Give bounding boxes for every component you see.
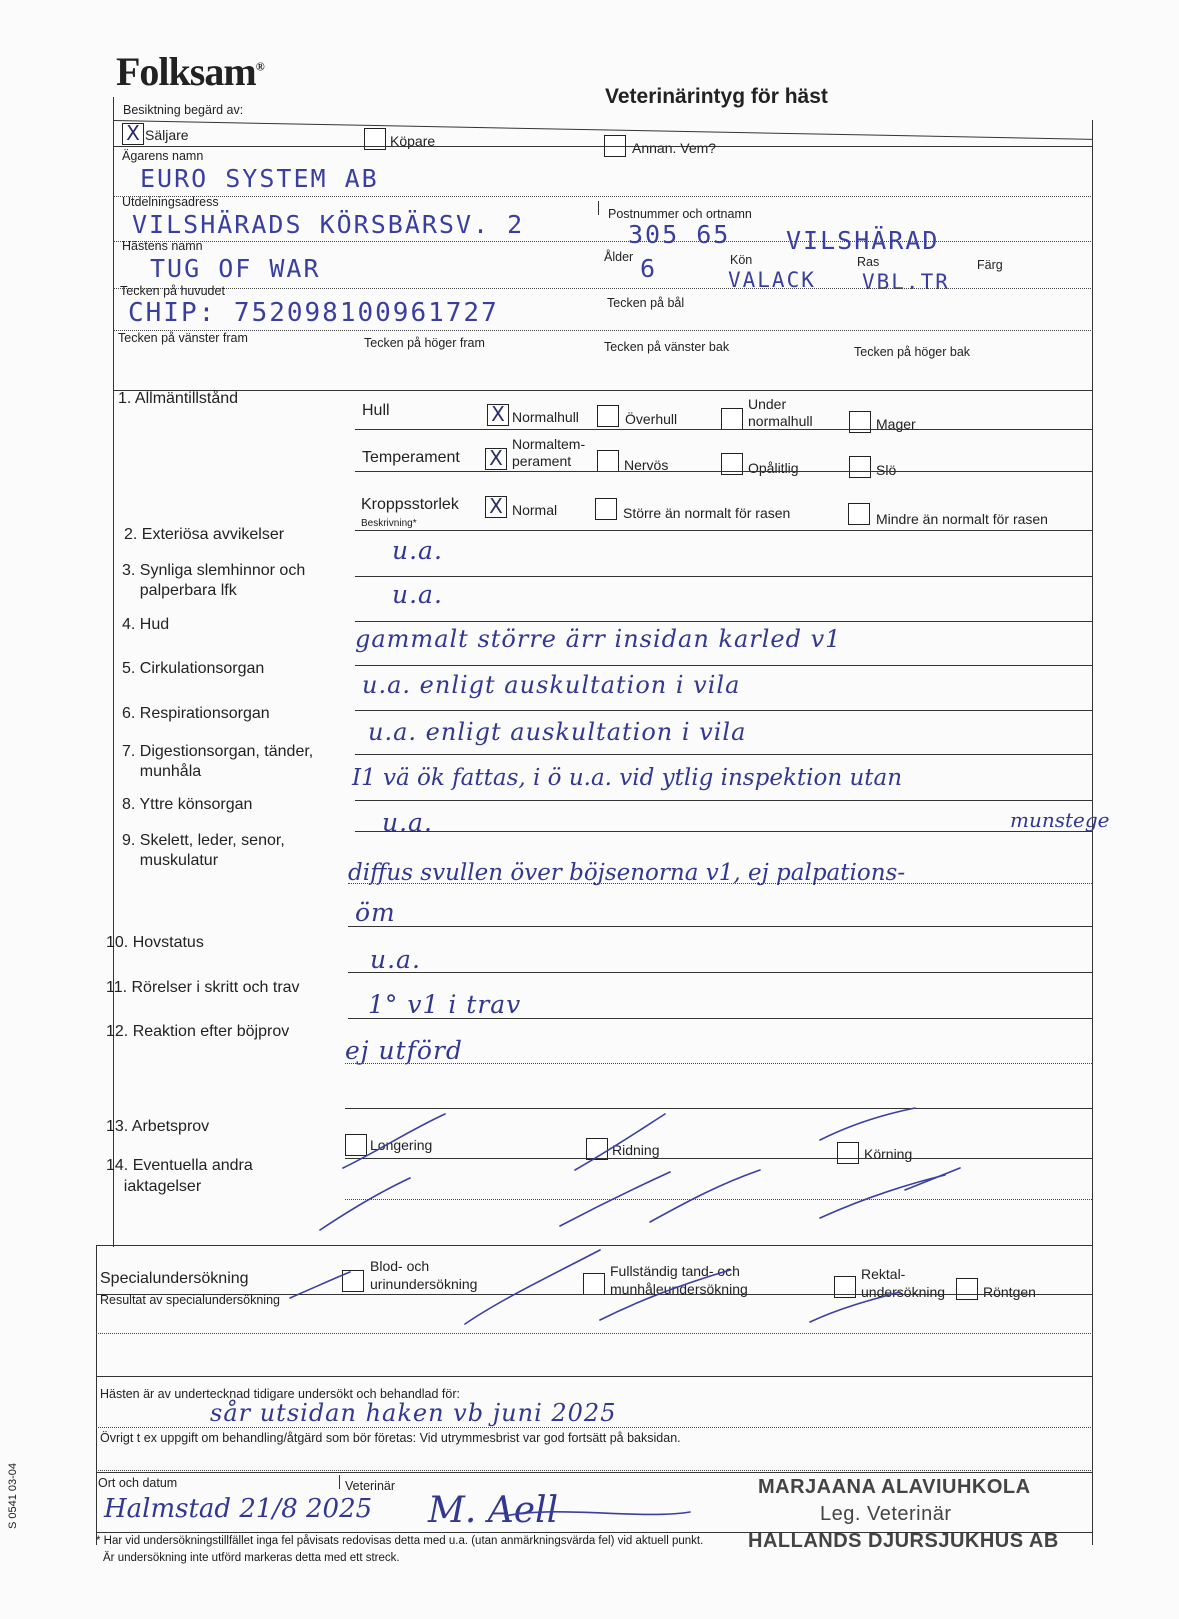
section-14-label: 14. Eventuella andra iaktagelser: [106, 1157, 253, 1195]
section-12-value: ej utförd: [345, 1036, 463, 1065]
hull-under-label: Under normalhull: [748, 396, 813, 429]
section-2-value: u.a.: [392, 536, 443, 565]
horse-name-label: Hästens namn: [122, 239, 203, 253]
section-10-value: u.a.: [370, 945, 421, 974]
lunge-label: Longering: [370, 1137, 433, 1153]
city-value: VILSHÄRAD: [786, 226, 940, 255]
section-8-label: 8. Yttre könsorgan: [122, 796, 253, 813]
age-value: 6: [640, 254, 658, 283]
address-label: Utdelningsadress: [122, 195, 219, 209]
hull-label: Hull: [362, 402, 390, 419]
teeth-label: Fullständig tand- och munhåleundersökning: [610, 1263, 748, 1297]
color-label: Färg: [977, 258, 1003, 272]
form-title: Veterinärintyg för häst: [605, 85, 828, 108]
buyer-label: Köpare: [390, 133, 436, 149]
hull-over-label: Överhull: [625, 411, 678, 427]
section-2-label: 2. Exteriösa avvikelser: [124, 526, 285, 543]
head-marks-label: Tecken på huvudet: [120, 284, 225, 298]
other-label: Annan. Vem?: [632, 140, 717, 156]
breed-value: VBL.TR: [862, 270, 950, 294]
sex-value: VALACK: [728, 268, 816, 292]
section-5-value: u.a. enligt auskultation i vila: [362, 671, 741, 699]
section-11-value: 1° v1 i trav: [368, 990, 522, 1019]
postal-code: 305 65: [628, 220, 731, 249]
stamp-name: MARJAANA ALAVIUHKOLA: [758, 1476, 1031, 1498]
seller-label: Säljare: [145, 127, 189, 143]
right-hind-label: Tecken på höger bak: [854, 345, 971, 359]
section-5-label: 5. Cirkulationsorgan: [122, 660, 265, 677]
special-result-label: Resultat av specialundersökning: [100, 1293, 280, 1307]
breed-label: Ras: [857, 255, 880, 269]
history-value: sår utsidan haken vb juni 2025: [210, 1399, 617, 1427]
xray-label: Röntgen: [983, 1284, 1036, 1300]
address-value: VILSHÄRADS KÖRSBÄRSV. 2: [132, 210, 525, 239]
temp-unreliable-label: Opålitlig: [748, 460, 799, 476]
hull-normal-checkbox[interactable]: X: [487, 404, 509, 426]
hull-normal-label: Normalhull: [512, 409, 579, 425]
section-3-value: u.a.: [392, 580, 443, 609]
left-hind-label: Tecken på vänster bak: [604, 340, 730, 354]
section-6-value: u.a. enligt auskultation i vila: [368, 718, 747, 746]
section-13-label: 13. Arbetsprov: [106, 1118, 210, 1135]
owner-label: Ägarens namn: [122, 149, 204, 163]
section-7-value-cont: munstege: [1010, 808, 1110, 832]
form-code: S 0541 03-04: [7, 1462, 20, 1530]
section-12-label: 12. Reaktion efter böjprov: [106, 1023, 290, 1040]
section-7-value: I1 vä ök fattas, i ö u.a. vid ytlig inspektion utan: [352, 765, 903, 791]
temp-normal-checkbox[interactable]: X: [485, 448, 507, 470]
section-8-value: u.a.: [382, 808, 433, 837]
section-7-label: 7. Digestionsorgan, tänder, munhåla: [122, 743, 314, 780]
size-normal-label: Normal: [512, 502, 558, 518]
section-9-value-cont: öm: [355, 898, 396, 927]
history-label: Hästen är av undertecknad tidigare undersökt och behandlad för:: [100, 1387, 460, 1401]
section-3-label: 3. Synliga slemhinnor och palperbara lfk: [122, 562, 306, 599]
section-1-label: 1. Allmäntillstånd: [118, 390, 239, 407]
section-9-value: diffus svullen över böjsenorna v1, ej palpations-: [348, 860, 906, 886]
rectal-label: Rektal- undersökning: [861, 1266, 946, 1300]
head-marks-value: CHIP: 752098100961727: [128, 298, 499, 328]
temp-normal-label: Normaltem- perament: [512, 436, 586, 469]
ride-label: Ridning: [612, 1142, 660, 1158]
section-10-label: 10. Hovstatus: [106, 934, 204, 951]
stamp-clinic: HALLANDS DJURSJUKHUS AB: [748, 1530, 1059, 1552]
special-title: Specialundersökning: [100, 1270, 249, 1287]
temperament-label: Temperament: [362, 449, 460, 466]
hull-thin-label: Mager: [876, 416, 916, 432]
vet-signature: M. Aell: [428, 1490, 559, 1531]
section-11-label: 11. Rörelser i skritt och trav: [106, 979, 300, 996]
size-bigger-label: Större än normalt för rasen: [623, 505, 791, 521]
sex-label: Kön: [730, 253, 753, 267]
stamp-title: Leg. Veterinär: [820, 1503, 952, 1525]
drive-label: Körning: [864, 1146, 913, 1162]
other-info-label: Övrigt t ex uppgift om behandling/åtgärd som bör företas: Vid utrymmesbrist var god fortsätt på baksidan.: [100, 1431, 681, 1445]
temp-dull-label: Slö: [876, 462, 897, 478]
body-marks-label: Tecken på bål: [607, 296, 685, 310]
section-4-label: 4. Hud: [122, 616, 170, 633]
section-4-value: gammalt större ärr insidan karled v1: [355, 625, 842, 653]
section-9-label: 9. Skelett, leder, senor, muskulatur: [122, 832, 285, 869]
size-label: Kroppsstorlek: [361, 496, 459, 513]
footnote-2: Är undersökning inte utförd markeras detta med ett streck.: [103, 1552, 400, 1564]
horse-name-value: TUG OF WAR: [150, 254, 321, 283]
left-front-label: Tecken på vänster fram: [118, 331, 248, 345]
place-date-label: Ort och datum: [98, 1476, 178, 1490]
vet-label: Veterinär: [345, 1479, 396, 1493]
owner-value: EURO SYSTEM AB: [140, 164, 379, 193]
place-date-value: Halmstad 21/8 2025: [104, 1494, 373, 1524]
size-normal-checkbox[interactable]: X: [485, 496, 507, 518]
description-label: Beskrivning*: [361, 518, 417, 529]
requester-label: Besiktning begärd av:: [123, 103, 244, 117]
size-smaller-label: Mindre än normalt för rasen: [876, 511, 1048, 527]
footnote-1: * Har vid undersökningstillfället inga fel påvisats redovisas detta med u.a. (utan anmärkningsvärda fel) vid aktuell punkt.: [96, 1535, 704, 1547]
seller-checkbox[interactable]: X: [122, 123, 144, 145]
postal-label: Postnummer och ortnamn: [608, 207, 752, 221]
blood-label: Blod- och urinundersökning: [370, 1258, 478, 1292]
age-label: Ålder: [604, 250, 634, 264]
temp-nervous-label: Nervös: [624, 457, 669, 473]
section-6-label: 6. Respirationsorgan: [122, 705, 270, 722]
right-front-label: Tecken på höger fram: [364, 336, 485, 350]
folksam-logo: Folksam®: [116, 49, 264, 94]
